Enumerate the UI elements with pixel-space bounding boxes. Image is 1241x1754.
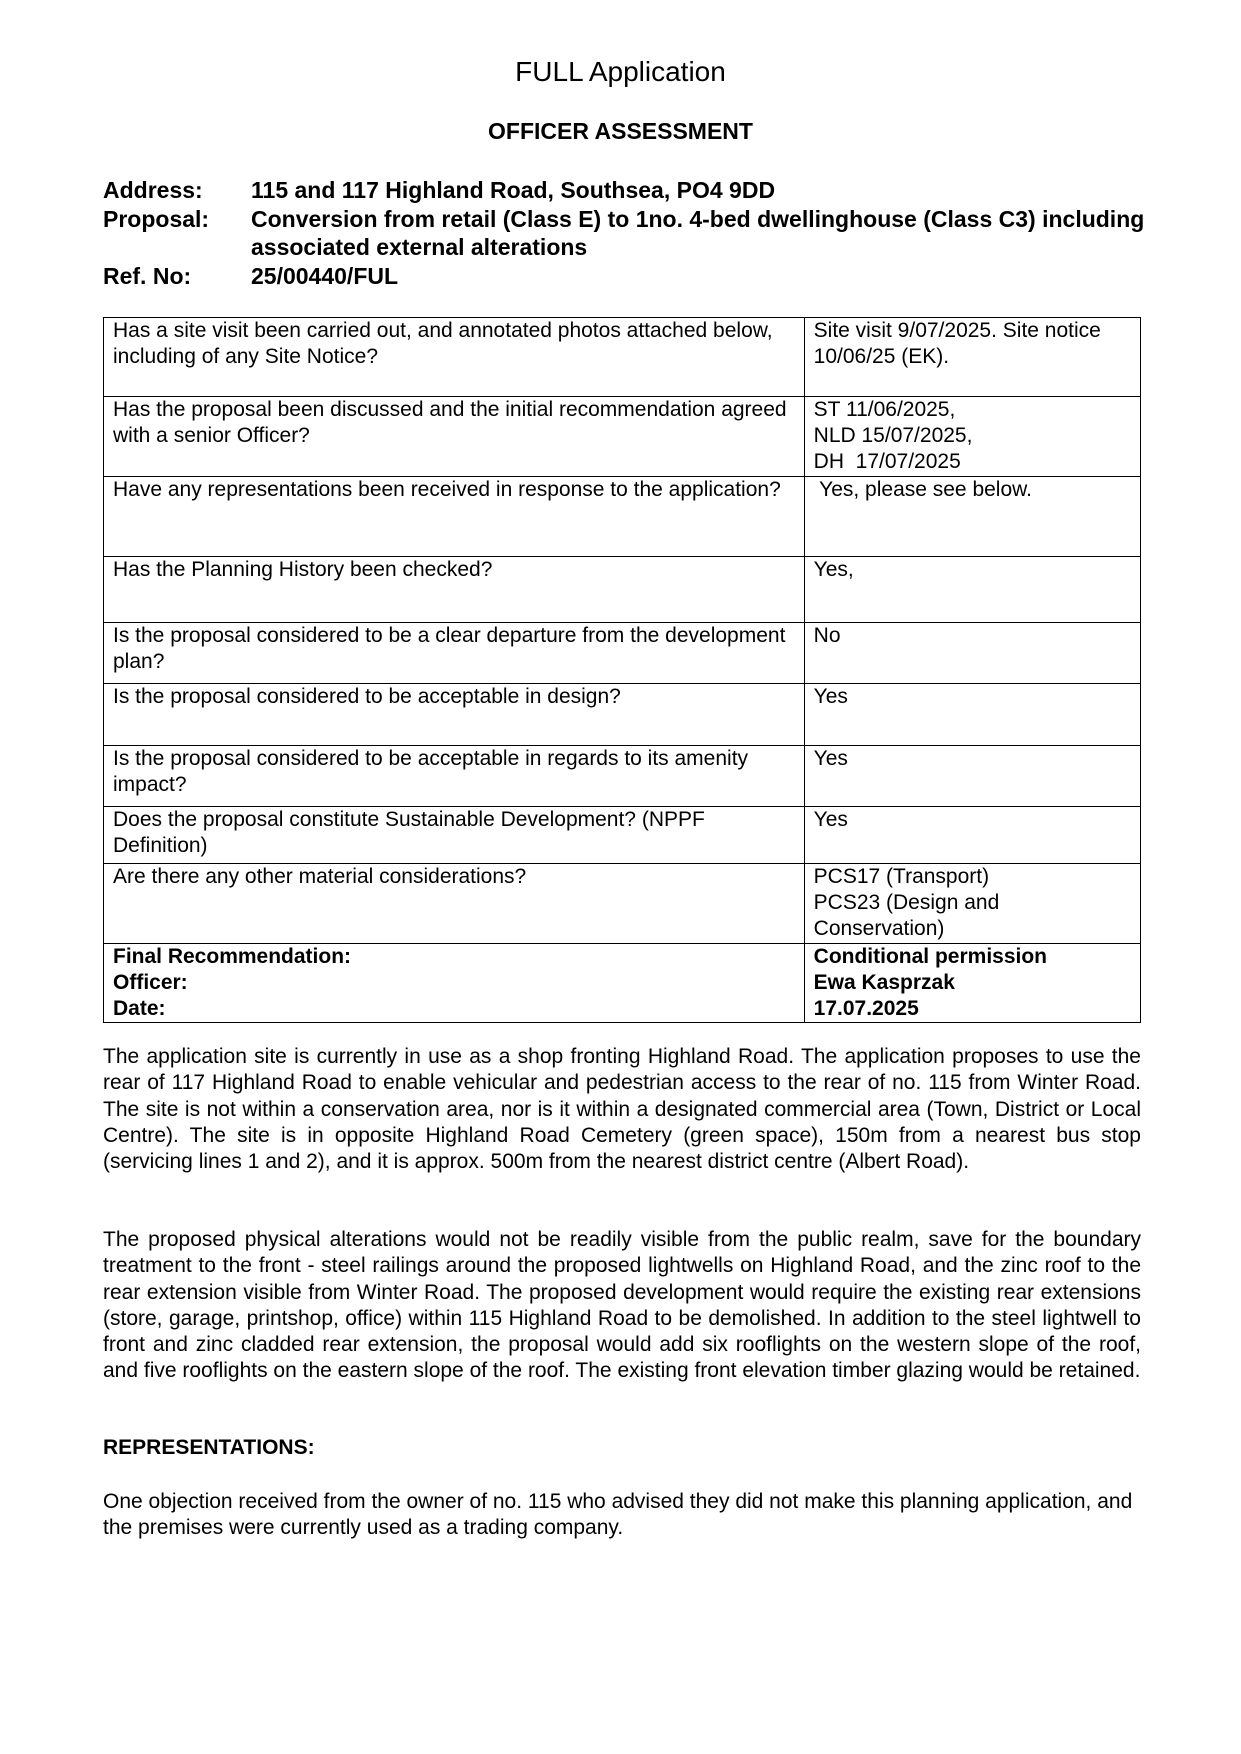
recommendation-label: Final Recommendation: [113,945,352,968]
answer-cell: Yes [804,684,1140,746]
answer-cell [804,397,1140,477]
ref-row [103,262,1151,291]
date-value: 17.07.2025 [813,997,919,1020]
answer-cell: Site visit 9/07/2025. Site notice 10/06/25 (EK). [804,318,1140,397]
question-cell: Have any representations been received in response to the application? [104,477,805,557]
answer-line: PCS23 (Design and Conservation) [813,891,1000,940]
address-value: 115 and 117 Highland Road, Southsea, PO4 9DD [251,177,776,203]
table-row [104,477,1141,557]
table-row [104,807,1141,864]
question-cell: Has the Planning History been checked? [104,557,805,623]
answer-cell: Yes, [804,557,1140,623]
table-row [104,318,1141,397]
answer-line: ST 11/06/2025, [813,398,956,421]
answer-line: NLD 15/07/2025, [813,424,973,447]
table-row [104,557,1141,623]
proposal-value: Conversion from retail (Class E) to 1no. 4-bed dwellinghouse (Class C3) including associated external alterations [251,205,1145,260]
final-recommendation-row [104,944,1141,1023]
answer-line: DH 17/07/2025 [813,450,961,473]
question-cell: Is the proposal considered to be acceptable in design? [104,684,805,746]
question-cell: Is the proposal considered to be a clear departure from the development plan? [104,623,805,684]
address-row [103,176,1151,205]
officer-value: Ewa Kasprzak [813,971,955,994]
final-values-cell [804,944,1140,1023]
ref-value: 25/00440/FUL [251,262,399,289]
table-row [104,864,1141,944]
answer-cell: Yes [804,807,1140,864]
table-row [104,623,1141,684]
answer-cell: No [804,623,1140,684]
question-cell: Is the proposal considered to be acceptable in regards to its amenity impact? [104,746,805,807]
representations-heading: REPRESENTATIONS: [103,1436,315,1459]
table-row [104,746,1141,807]
answer-cell [804,864,1140,944]
ref-label: Ref. No: [103,262,192,289]
officer-label: Officer: [113,971,188,994]
application-details [103,176,1151,290]
question-cell: Does the proposal constitute Sustainable Development? (NPPF Definition) [104,807,805,864]
proposal-label: Proposal: [103,205,210,232]
question-cell: Has a site visit been carried out, and annotated photos attached below, including of any Site Notice? [104,318,805,397]
document-subtitle: OFFICER ASSESSMENT [488,118,753,144]
site-description-paragraph: The application site is currently in use as a shop fronting Highland Road. The application proposes to use the rear of 117 Highland Road to enable vehicular and pedestrian access to the rear of no. 115 from Winter Road. The site is not within a conservation area, nor is it within a designated commercial area (Town, District or Local Centre). The site is in opposite Highland Road Cemetery (green space), 150m from a nearest bus stop (servicing lines 1 and 2), and it is approx. 500m from the nearest district centre (Albert Road). [103,1045,1141,1174]
representations-paragraph: One objection received from the owner of no. 115 who advised they did not make this planning application, and the premises were currently used as a trading company. [103,1490,1133,1540]
proposal-row [103,205,1151,262]
alterations-paragraph: The proposed physical alterations would not be readily visible from the public realm, save for the boundary treatment to the front - steel railings around the proposed lightwells on Highland Road, and the zinc roof to the rear extension visible from Winter Road. The proposed development would require the existing rear extensions (store, garage, printshop, office) within 115 Highland Road to be demolished. In addition to the steel lightwell to front and zinc cladded rear extension, the proposal would add six rooflights on the western slope of the roof, and five rooflights on the eastern slope of the roof. The existing front elevation timber glazing would be retained. [103,1228,1141,1383]
answer-cell: Yes [804,746,1140,807]
document-title: FULL Application [515,56,726,87]
table-row [104,684,1141,746]
address-label: Address: [103,177,203,203]
recommendation-value: Conditional permission [813,945,1048,968]
answer-cell: Yes, please see below. [804,477,1140,557]
table-row [104,397,1141,477]
question-cell: Are there any other material considerations? [104,864,805,944]
answer-line: PCS17 (Transport) [813,865,990,888]
question-cell: Has the proposal been discussed and the initial recommendation agreed with a senior Officer? [104,397,805,477]
assessment-table [103,317,1141,1023]
final-labels-cell [104,944,805,1023]
date-label: Date: [113,997,166,1020]
